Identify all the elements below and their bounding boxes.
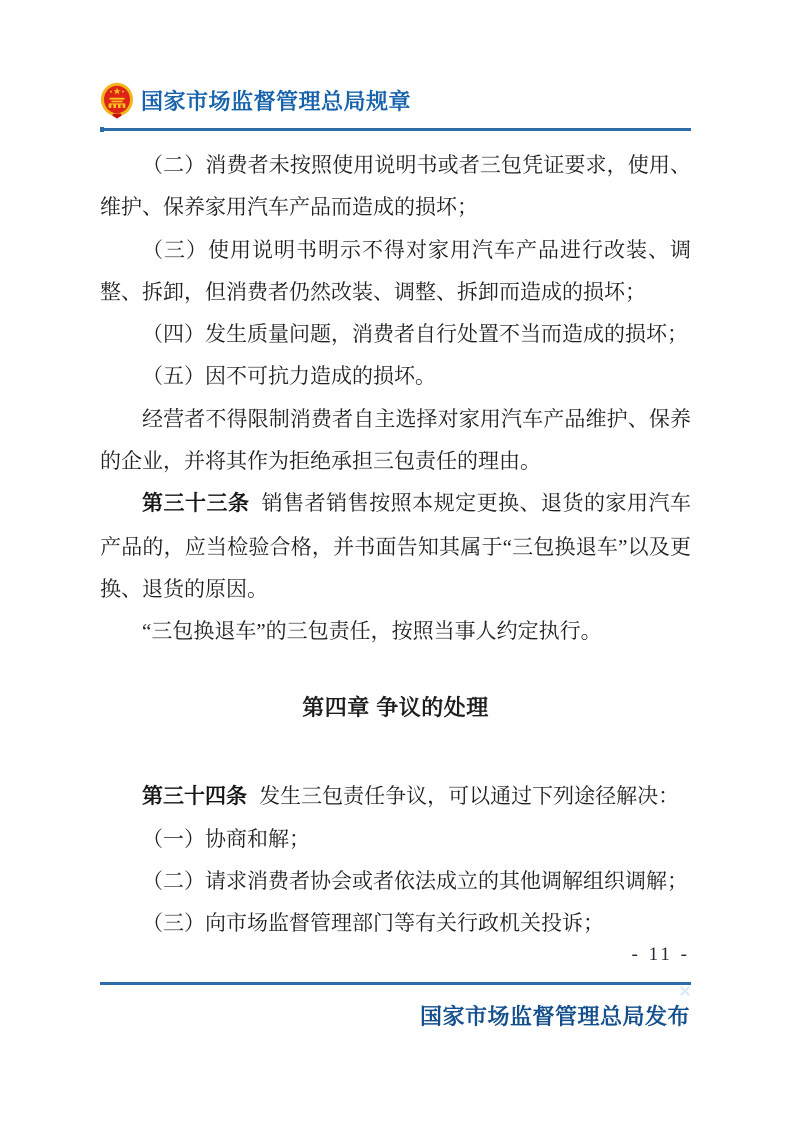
body-paragraph <box>100 355 691 397</box>
publisher-label: 国家市场监督管理总局发布 <box>419 1004 690 1029</box>
body-paragraph <box>100 398 691 483</box>
header-title: 国家市场监督管理总局规章 <box>141 89 412 114</box>
paragraph-text: “三包换退车”的三包责任，按照当事人约定执行。 <box>142 619 602 644</box>
body-paragraph <box>100 482 691 610</box>
body-paragraph <box>100 818 691 860</box>
paragraph-text: （三）使用说明书明示不得对家用汽车产品进行改装、调整、拆卸，但消费者仍然改装、调整、拆卸而造成的损坏； <box>100 237 691 304</box>
paragraph-text: （二）消费者未按照使用说明书或者三包凭证要求，使用、维护、保养家用汽车产品而造成的损坏； <box>100 153 691 220</box>
chapter-heading: 第四章 争议的处理 <box>302 694 489 720</box>
body-paragraph <box>100 775 691 818</box>
paragraph-text: （四）发生质量问题，消费者自行处置不当而造成的损坏； <box>142 322 688 347</box>
body-paragraph <box>100 902 691 944</box>
paragraph-text: 发生三包责任争议，可以通过下列途径解决： <box>259 783 680 808</box>
footer-divider <box>100 982 691 985</box>
body-paragraph <box>100 610 691 652</box>
body-paragraph <box>100 860 691 902</box>
china-national-emblem-icon <box>100 82 134 119</box>
body-paragraph <box>100 144 691 229</box>
paragraph-text: 经营者不得限制消费者自主选择对家用汽车产品维护、保养的企业，并将其作为拒绝承担三包责任的理由。 <box>100 406 691 474</box>
paragraph-text: 销售者销售按照本规定更换、退货的家用汽车产品的，应当检验合格，并书面告知其属于“三包换退车”以及更换、退货的原因。 <box>100 491 692 601</box>
paragraph-text: （三）向市场监督管理部门等有关行政机关投诉； <box>142 911 604 936</box>
body-paragraph <box>100 229 691 314</box>
body-paragraph <box>100 313 691 355</box>
page-header <box>100 82 691 119</box>
page-number: - 11 - <box>631 944 690 965</box>
scan-artifact-x-icon <box>679 985 691 997</box>
paragraph-text: （二）请求消费者协会或者依法成立的其他调解组织调解； <box>142 869 688 894</box>
paragraph-text: （五）因不可抗力造成的损坏。 <box>142 364 436 389</box>
header-divider <box>100 128 691 131</box>
document-body <box>100 144 691 945</box>
article-number-label: 第三十三条 <box>142 492 250 516</box>
paragraph-text: （一）协商和解； <box>142 826 310 851</box>
article-number-label: 第三十四条 <box>142 784 247 808</box>
